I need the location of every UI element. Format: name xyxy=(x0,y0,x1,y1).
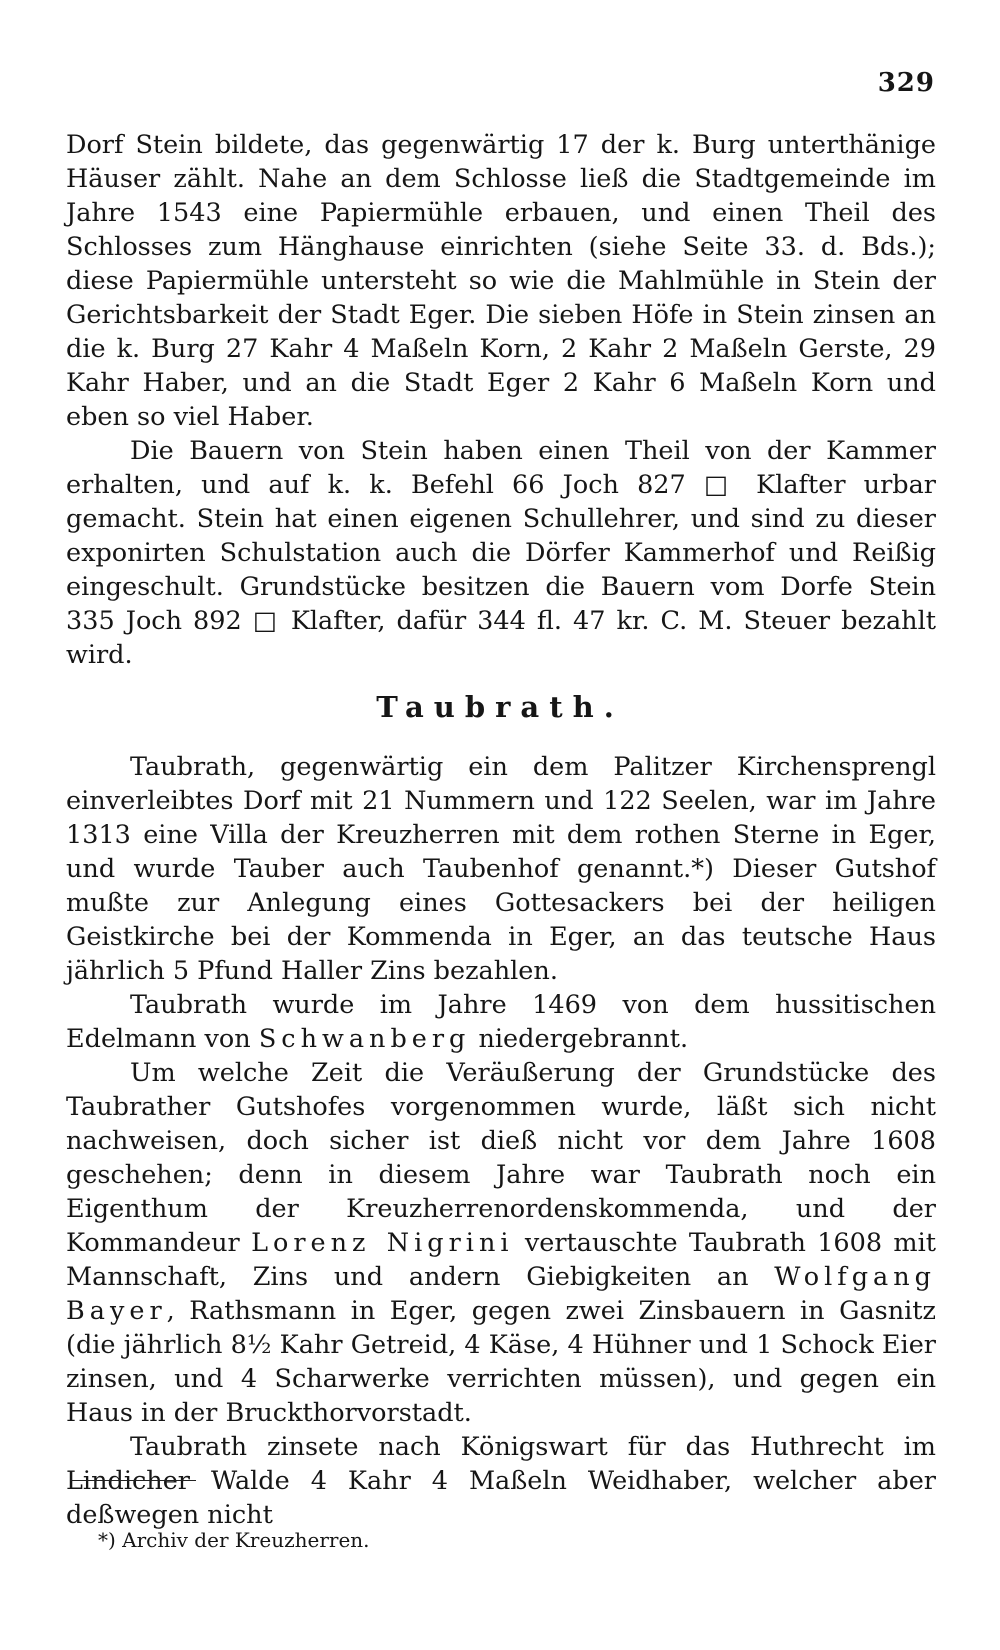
footnote-divider xyxy=(70,1480,196,1481)
stein-paragraph-2: Die Bauern von Stein haben einen Theil von der Kammer erhalten, und auf k. k. Befehl 66 Joch 827 □ Klafter urbar gemacht. Stein hat einen eigenen Schullehrer, und sind zu dieser exponirten Schulstation auch die Dörfer Kammerhof und Reißig eingeschult. Grundstücke besitzen die Bauern vom Dorfe Stein 335 Joch 892 □ Klafter, dafür 344 fl. 47 kr. C. M. Steuer bezahlt wird. xyxy=(66,436,936,670)
stein-paragraph-1: Dorf Stein bildete, das gegenwärtig 17 der k. Burg unterthänige Häuser zählt. Nahe an dem Schlosse ließ die Stadtgemeinde im Jahre 1543 eine Papiermühle erbauen, und einen Theil des Schlosses zum Hänghause einrichten (siehe Seite 33. d. Bds.); diese Papiermühle untersteht so wie die Mahlmühle in Stein der Gerichtsbarkeit der Stadt Eger. Die sieben Höfe in Stein zinsen an die k. Burg 27 Kahr 4 Maßeln Korn, 2 Kahr 2 Maßeln Gerste, 29 Kahr Haber, und an die Stadt Eger 2 Kahr 6 Maßeln Korn und eben so viel Haber. xyxy=(66,130,936,432)
taubrath-paragraph-4: Taubrath zinsete nach Königswart für das Huthrecht im Lindicher Walde 4 Kahr 4 Maßeln Weidhaber, welcher aber deßwegen nicht xyxy=(66,1432,936,1530)
stein-section xyxy=(66,128,936,672)
name-lorenz-nigrini: Lorenz Nigrini xyxy=(251,1228,514,1258)
name-schwanberg: Schwanberg xyxy=(258,1024,471,1054)
taubrath-paragraph-3 xyxy=(66,1056,936,1430)
taubrath-paragraph-2 xyxy=(66,988,936,1056)
paragraph-2-text-before: Taubrath wurde im Jahre 1469 von dem hussitischen Edelmann von xyxy=(66,990,936,1054)
page-number: 329 xyxy=(877,68,935,98)
footnote: *) Archiv der Kreuzherren. xyxy=(98,1528,370,1552)
section-title-taubrath: Taubrath. xyxy=(376,690,624,724)
paragraph-3-text-3: , Rathsmann in Eger, gegen zwei Zinsbauern in Gasnitz (die jährlich 8½ Kahr Getreid, 4 Käse, 4 Hühner und 1 Schock Eier zinsen, und 4 Scharwerke verrichten müssen), und gegen ein Haus in der Bruckthorvorstadt. xyxy=(66,1296,936,1428)
paragraph-3-text-1: Um welche Zeit die Veräußerung der Grundstücke des Taubrather Gutshofes vorgenommen wurde, läßt sich nicht nachweisen, doch sicher ist dieß nicht vor dem Jahre 1608 geschehen; denn in diesem Jahre war Taubrath noch ein Eigenthum der Kreuzherrenordenskommenda, und der Kommandeur xyxy=(66,1058,936,1258)
name-wolfgang-bayer: Wolfgang Bayer xyxy=(66,1262,936,1326)
paragraph-2-text-after: niedergebrannt. xyxy=(470,1024,689,1054)
taubrath-section xyxy=(66,750,936,1532)
taubrath-paragraph-1: Taubrath, gegenwärtig ein dem Palitzer Kirchensprengl einverleibtes Dorf mit 21 Nummern und 122 Seelen, war im Jahre 1313 eine Villa der Kreuzherren mit dem rothen Sterne in Eger, und wurde Tauber auch Taubenhof genannt.*) Dieser Gutshof mußte zur Anlegung eines Gottesackers bei der heiligen Geistkirche bei der Kommenda in Eger, an das teutsche Haus jährlich 5 Pfund Haller Zins bezahlen. xyxy=(66,752,936,986)
paragraph-3-text-2: vertauschte Taubrath 1608 mit Mannschaft, Zins und andern Giebigkeiten an xyxy=(66,1228,937,1292)
